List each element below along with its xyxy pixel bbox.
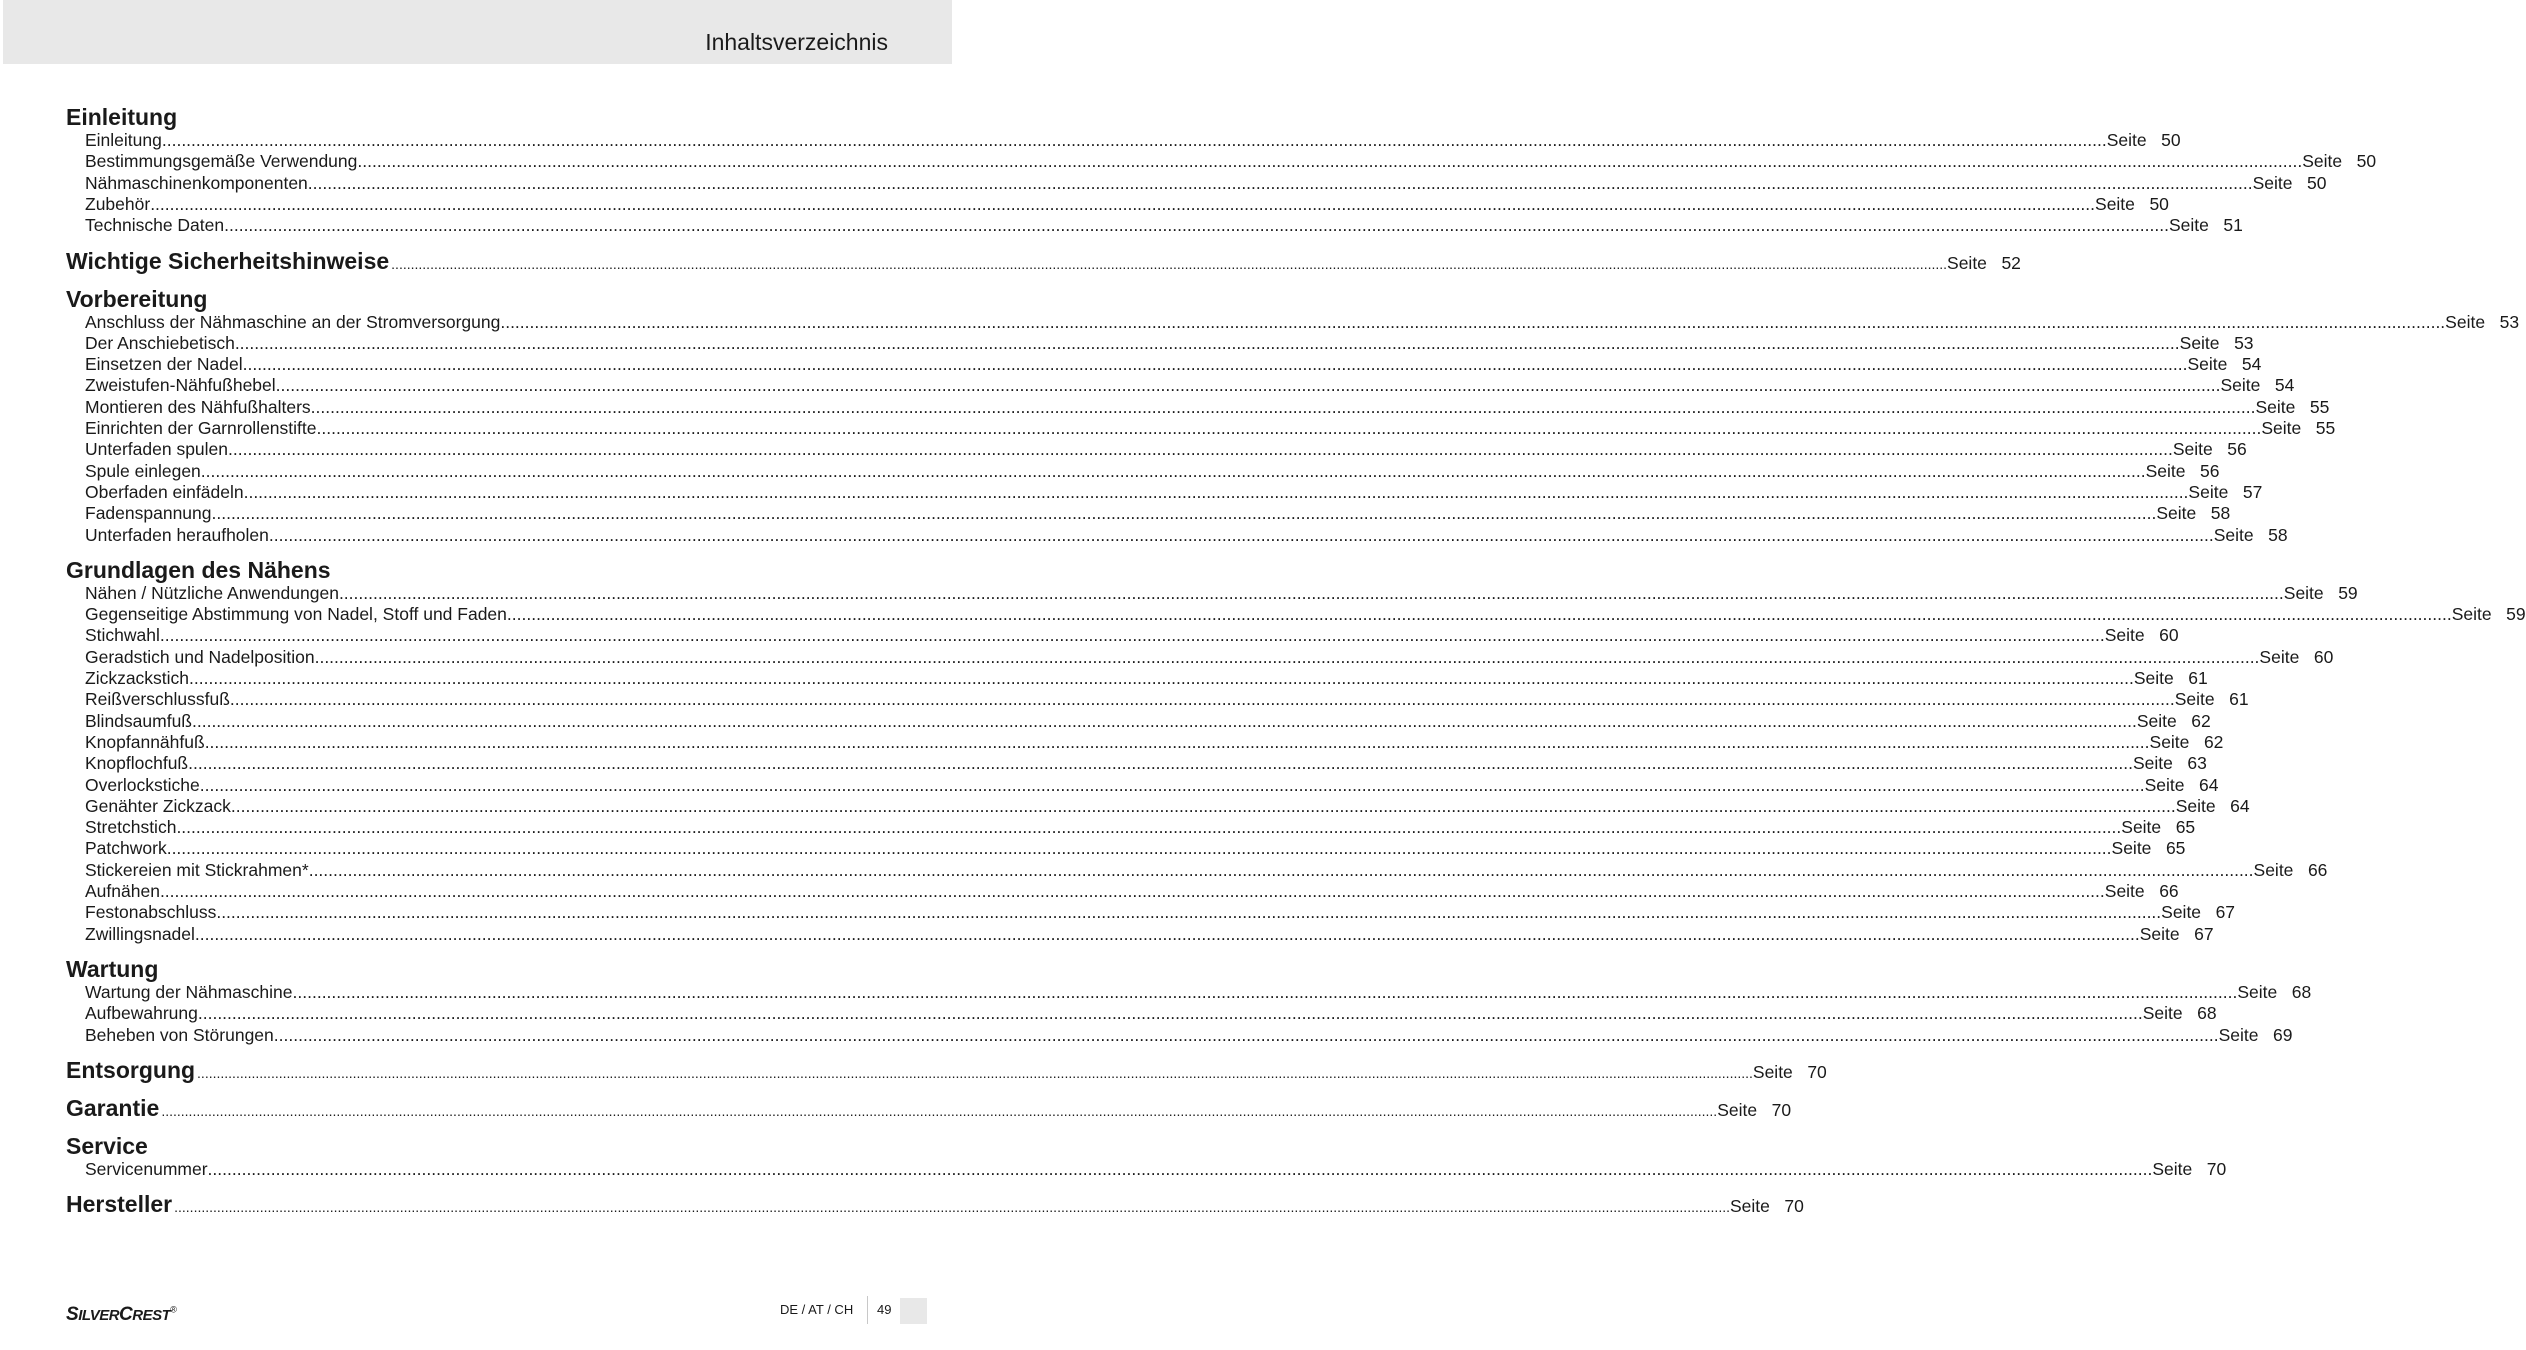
toc-seite-label: Seite: [2220, 375, 2261, 396]
toc-seite-label: Seite: [2168, 215, 2209, 236]
toc-entry[interactable]: [85, 151, 2377, 172]
toc-page-number: 66: [2159, 881, 2179, 901]
toc-seite-label: Seite: [2133, 668, 2174, 688]
toc-seite-label: Seite: [2144, 774, 2185, 795]
toc-entry-label: Aufnähen: [85, 881, 160, 901]
toc-entry-label: Aufbewahrung: [85, 1003, 198, 1024]
toc-entry[interactable]: [85, 439, 2247, 460]
toc-seite-label: Seite: [1729, 1196, 1770, 1217]
toc-entry[interactable]: [85, 753, 2207, 774]
toc-section-title: Hersteller: [66, 1191, 173, 1218]
toc-section-title[interactable]: Grundlagen des Nähens: [66, 556, 331, 583]
toc-entry[interactable]: [85, 881, 2179, 902]
toc-seite-label: Seite: [2213, 524, 2254, 545]
toc-dot-leader: ................................................................................................................................................................................................................................................................................................................................................................................................................: [188, 753, 2133, 774]
toc-entry-label: Einsetzen der Nadel: [85, 354, 243, 375]
toc-page-number: 58: [2268, 524, 2288, 545]
toc-dot-leader: ................................................................................................................................................................................................................................................................................................................................................................................................................: [357, 151, 2303, 172]
toc-entry[interactable]: [85, 582, 2358, 604]
toc-seite-label: Seite: [1947, 252, 1987, 273]
toc-seite-label: Seite: [2175, 795, 2216, 816]
toc-dot-leader: ................................................................................................................................................................................................................................................................................................................................................................................................................: [197, 1003, 2143, 1024]
toc-page-number: 70: [1807, 1061, 1827, 1082]
toc-entry[interactable]: [85, 859, 2328, 881]
toc-entry[interactable]: [85, 689, 2249, 710]
toc-entry[interactable]: [85, 710, 2211, 732]
toc-entry[interactable]: [85, 354, 2262, 375]
toc-dot-leader: ................................................................................................................................................................................................................................................................................................................................................................................................................: [338, 582, 2284, 603]
toc-dot-leader: ................................................................................................................................................................................................................................................................................................................................................................................................................: [166, 838, 2112, 859]
toc-page-number: 50: [2307, 172, 2327, 193]
toc-entry-label: Nähmaschinenkomponenten: [85, 172, 308, 193]
toc-dot-leader: ................................................................................................................................................................................................................................................................................................................................................................................................................: [192, 710, 2137, 731]
toc-seite-label: Seite: [2111, 838, 2152, 859]
toc-dot-leader: ................................................................................................................................................................................................................................................................................................................................................................................................................: [200, 460, 2146, 481]
toc-seite-label: Seite: [2187, 354, 2228, 375]
toc-page-number: 64: [2199, 774, 2219, 795]
page-title: Inhaltsverzeichnis: [705, 29, 888, 55]
toc-page-number: 50: [2161, 130, 2181, 150]
toc-dot-leader: ................................................................................................................................................................................................................................................................................................................................................................................................................: [194, 923, 2140, 944]
toc-entry[interactable]: [85, 460, 2220, 482]
toc-entry-label: Geradstich und Nadelposition: [85, 646, 315, 667]
toc-dot-leader: ................................................................................................................................................................................................................................................................................................................................................................................................................: [161, 1102, 1718, 1119]
toc-heading-row[interactable]: [66, 1094, 1792, 1123]
toc-seite-label: Seite: [2237, 981, 2278, 1002]
toc-dot-leader: ................................................................................................................................................................................................................................................................................................................................................................................................................: [174, 1199, 1730, 1216]
toc-page-number: 60: [2313, 646, 2334, 667]
toc-page-number: 66: [2307, 859, 2328, 880]
toc-page-number: 56: [2227, 439, 2247, 460]
toc-entry-label: Beheben von Störungen: [85, 1024, 274, 1045]
toc-entry-label: Der Anschiebetisch: [85, 332, 235, 353]
toc-page-number: 61: [2229, 689, 2249, 710]
toc-seite-label: Seite: [2283, 582, 2324, 603]
toc-entry[interactable]: [85, 981, 2312, 1003]
toc-page-number: 50: [2149, 193, 2169, 214]
toc-page-number: 53: [2234, 332, 2254, 353]
toc-page-number: 67: [2215, 902, 2236, 923]
toc-page-number: 69: [2273, 1024, 2293, 1045]
toc-dot-leader: ................................................................................................................................................................................................................................................................................................................................................................................................................: [229, 689, 2175, 710]
toc-entry-label: Technische Daten: [85, 215, 225, 236]
toc-seite-label: Seite: [2172, 439, 2213, 460]
toc-page-number: 52: [2001, 252, 2021, 273]
toc-entry-label: Bestimmungsgemäße Verwendung: [85, 151, 358, 172]
toc-entry-label: Blindsaumfuß: [85, 710, 192, 731]
toc-entry-label: Zubehör: [85, 193, 151, 214]
toc-dot-leader: ................................................................................................................................................................................................................................................................................................................................................................................................................: [243, 481, 2189, 502]
brand-logo: SILVERCREST®: [66, 1304, 177, 1325]
toc-seite-label: Seite: [2451, 604, 2492, 625]
toc-seite-label: Seite: [2104, 625, 2145, 646]
toc-entry[interactable]: [85, 1024, 2293, 1046]
toc-page-number: 70: [2206, 1158, 2227, 1179]
toc-dot-leader: ................................................................................................................................................................................................................................................................................................................................................................................................................: [211, 503, 2157, 524]
toc-dot-leader: ................................................................................................................................................................................................................................................................................................................................................................................................................: [150, 193, 2096, 214]
toc-page-number: 63: [2187, 753, 2207, 774]
toc-seite-label: Seite: [2149, 731, 2190, 752]
toc-dot-leader: ................................................................................................................................................................................................................................................................................................................................................................................................................: [159, 625, 2105, 646]
toc-page-number: 55: [2309, 396, 2330, 417]
toc-entry-label: Stretchstich: [85, 817, 177, 838]
toc-seite-label: Seite: [2218, 1024, 2259, 1045]
toc-entry-label: Zweistufen-Nähfußhebel: [85, 375, 276, 396]
toc-entry-label: Zickzackstich: [85, 668, 190, 688]
toc-seite-label: Seite: [2174, 689, 2215, 710]
toc-dot-leader: ................................................................................................................................................................................................................................................................................................................................................................................................................: [242, 354, 2188, 375]
toc-entry[interactable]: [85, 668, 2208, 689]
toc-entry-label: Unterfaden heraufholen: [85, 524, 269, 545]
toc-entry[interactable]: [85, 923, 2214, 945]
toc-page-number: 65: [2175, 817, 2196, 838]
toc-seite-label: Seite: [2136, 710, 2177, 731]
toc-entry[interactable]: [85, 503, 2231, 524]
toc-entry-label: Gegenseitige Abstimmung von Nadel, Stoff und Faden: [85, 604, 507, 625]
toc-entry-label: Unterfaden spulen: [85, 439, 229, 460]
toc-dot-leader: ................................................................................................................................................................................................................................................................................................................................................................................................................: [310, 396, 2256, 417]
toc-seite-label: Seite: [2145, 460, 2186, 481]
footer-page-number: 49: [877, 1302, 892, 1317]
toc-section-title[interactable]: Service: [66, 1132, 148, 1159]
toc-dot-leader: ................................................................................................................................................................................................................................................................................................................................................................................................................: [197, 1064, 1753, 1081]
toc-entry-label: Patchwork: [85, 838, 167, 859]
toc-dot-leader: ................................................................................................................................................................................................................................................................................................................................................................................................................: [273, 1024, 2219, 1045]
toc-entry-label: Zwillingsnadel: [85, 923, 195, 944]
footer-language: DE / AT / CH: [780, 1302, 854, 1317]
toc-heading-row[interactable]: [66, 1056, 1827, 1085]
toc-dot-leader: ................................................................................................................................................................................................................................................................................................................................................................................................................: [228, 439, 2173, 460]
toc-page-number: 55: [2315, 418, 2336, 438]
toc-entry[interactable]: [85, 375, 2295, 396]
toc-entry-label: Knopfannähfuß: [85, 731, 205, 752]
toc-dot-leader: ................................................................................................................................................................................................................................................................................................................................................................................................................: [176, 817, 2122, 838]
toc-dot-leader: ................................................................................................................................................................................................................................................................................................................................................................................................................: [275, 375, 2221, 396]
toc-entry[interactable]: [85, 731, 2224, 753]
toc-entry[interactable]: [85, 604, 2526, 625]
toc-page-number: 58: [2210, 503, 2231, 524]
toc-heading-row[interactable]: [66, 1191, 1804, 1219]
toc-dot-leader: ................................................................................................................................................................................................................................................................................................................................................................................................................: [307, 172, 2253, 193]
toc-section-title[interactable]: Wartung: [66, 955, 159, 982]
toc-dot-leader: ................................................................................................................................................................................................................................................................................................................................................................................................................: [391, 255, 1948, 272]
toc-seite-label: Seite: [2252, 172, 2293, 193]
toc-entry-label: Oberfaden einfädeln: [85, 481, 244, 502]
toc-dot-leader: ................................................................................................................................................................................................................................................................................................................................................................................................................: [216, 902, 2162, 923]
toc-seite-label: Seite: [2179, 332, 2220, 353]
toc-entry-label: Anschluss der Nähmaschine an der Stromversorgung: [85, 311, 501, 332]
toc-seite-label: Seite: [2255, 396, 2296, 417]
toc-seite-label: Seite: [2104, 881, 2145, 901]
toc-dot-leader: ................................................................................................................................................................................................................................................................................................................................................................................................................: [234, 332, 2180, 353]
toc-seite-label: Seite: [1717, 1099, 1758, 1120]
toc-seite-label: Seite: [2261, 418, 2302, 438]
toc-entry-label: Spule einlegen: [85, 460, 201, 481]
toc-entry[interactable]: [85, 646, 2334, 668]
toc-page-number: 54: [2274, 375, 2295, 396]
toc-page-number: 70: [1784, 1196, 1804, 1217]
toc-entry[interactable]: [85, 1158, 2227, 1180]
toc-entry[interactable]: [85, 524, 2288, 546]
toc-page-number: 60: [2159, 625, 2179, 646]
toc-entry[interactable]: [85, 130, 2181, 151]
toc-entry-label: Einleitung: [85, 130, 162, 150]
toc-entry[interactable]: [85, 311, 2520, 333]
toc-entry-label: Genähter Zickzack: [85, 795, 231, 816]
toc-entry[interactable]: [85, 902, 2236, 923]
toc-entry[interactable]: [85, 795, 2250, 817]
toc-entry-label: Stickereien mit Stickrahmen*: [85, 859, 309, 880]
toc-seite-label: Seite: [2156, 503, 2197, 524]
toc-entry[interactable]: [85, 172, 2327, 194]
toc-page-number: 65: [2165, 838, 2186, 859]
toc-entry[interactable]: [85, 193, 2169, 215]
toc-page-number: 53: [2499, 311, 2520, 332]
toc-dot-leader: ................................................................................................................................................................................................................................................................................................................................................................................................................: [308, 859, 2254, 880]
toc-section-title[interactable]: Vorbereitung: [66, 285, 208, 312]
toc-dot-leader: ................................................................................................................................................................................................................................................................................................................................................................................................................: [500, 311, 2446, 332]
toc-dot-leader: ................................................................................................................................................................................................................................................................................................................................................................................................................: [314, 646, 2260, 667]
toc-entry[interactable]: [85, 1003, 2217, 1024]
toc-seite-label: Seite: [2152, 1158, 2193, 1179]
toc-page-number: 62: [2191, 710, 2211, 731]
toc-entry-label: Knopflochfuß: [85, 753, 189, 774]
toc-dot-leader: ................................................................................................................................................................................................................................................................................................................................................................................................................: [161, 130, 2107, 150]
toc-entry-label: Montieren des Nähfußhalters: [85, 396, 311, 417]
toc-page-number: 70: [1771, 1099, 1792, 1120]
toc-seite-label: Seite: [2259, 646, 2300, 667]
toc-dot-leader: ................................................................................................................................................................................................................................................................................................................................................................................................................: [230, 795, 2176, 816]
toc-entry[interactable]: [85, 838, 2186, 859]
toc-entry[interactable]: [85, 817, 2196, 838]
toc-entry-label: Servicenummer: [85, 1158, 208, 1179]
toc-section-title[interactable]: Einleitung: [66, 104, 178, 130]
toc-page-number: 54: [2241, 354, 2262, 375]
toc-entry[interactable]: [85, 396, 2330, 418]
toc-entry-label: Stichwahl: [85, 625, 160, 646]
toc-entry-label: Fadenspannung: [85, 503, 212, 524]
toc-page-number: 68: [2291, 981, 2312, 1002]
toc-page-number: 61: [2188, 668, 2208, 688]
toc-seite-label: Seite: [2253, 859, 2294, 880]
toc-dot-leader: ................................................................................................................................................................................................................................................................................................................................................................................................................: [189, 668, 2134, 688]
toc-page-number: 67: [2194, 923, 2214, 944]
toc-entry-label: Nähen / Nützliche Anwendungen: [85, 582, 339, 603]
toc-page-number: 57: [2242, 481, 2263, 502]
toc-seite-label: Seite: [2188, 481, 2229, 502]
toc-page-number: 51: [2223, 215, 2243, 236]
toc-seite-label: Seite: [2142, 1003, 2183, 1024]
toc-entry[interactable]: [85, 774, 2219, 796]
toc-entry-label: Wartung der Nähmaschine: [85, 981, 293, 1002]
toc-section-title: Garantie: [66, 1094, 160, 1121]
toc-entry-label: Reißverschlussfuß: [85, 689, 230, 710]
toc-entry[interactable]: [85, 332, 2254, 354]
footer-divider: [867, 1296, 868, 1324]
toc-entry[interactable]: [85, 418, 2336, 439]
toc-dot-leader: ................................................................................................................................................................................................................................................................................................................................................................................................................: [292, 981, 2238, 1002]
toc-dot-leader: ................................................................................................................................................................................................................................................................................................................................................................................................................: [204, 731, 2150, 752]
toc-section-title: Wichtige Sicherheitshinweise: [66, 247, 390, 274]
toc-seite-label: Seite: [2302, 151, 2343, 172]
toc-dot-leader: ................................................................................................................................................................................................................................................................................................................................................................................................................: [506, 604, 2452, 625]
toc-dot-leader: ................................................................................................................................................................................................................................................................................................................................................................................................................: [268, 524, 2214, 545]
toc-page-number: 59: [2506, 604, 2526, 625]
toc-dot-leader: ................................................................................................................................................................................................................................................................................................................................................................................................................: [199, 774, 2145, 795]
toc-page-number: 50: [2356, 151, 2377, 172]
toc-seite-label: Seite: [2445, 311, 2486, 332]
footer-tab-marker: [900, 1298, 927, 1324]
toc-entry-label: Festonabschluss: [85, 902, 217, 923]
toc-page-number: 68: [2197, 1003, 2217, 1024]
toc-seite-label: Seite: [2132, 753, 2173, 774]
toc-seite-label: Seite: [2139, 923, 2180, 944]
toc-entry[interactable]: [85, 481, 2263, 503]
toc-page-number: 56: [2200, 460, 2220, 481]
toc-entry-label: Overlockstiche: [85, 774, 200, 795]
toc-dot-leader: ................................................................................................................................................................................................................................................................................................................................................................................................................: [207, 1158, 2153, 1179]
toc-dot-leader: ................................................................................................................................................................................................................................................................................................................................................................................................................: [224, 215, 2169, 236]
toc-page-number: 62: [2203, 731, 2224, 752]
toc-seite-label: Seite: [2121, 817, 2162, 838]
toc-seite-label: Seite: [2106, 130, 2147, 150]
toc-page-number: 59: [2338, 582, 2358, 603]
toc-section-title: Entsorgung: [66, 1056, 196, 1083]
toc-seite-label: Seite: [2095, 193, 2135, 214]
toc-dot-leader: ................................................................................................................................................................................................................................................................................................................................................................................................................: [316, 418, 2262, 438]
toc-seite-label: Seite: [2161, 902, 2202, 923]
toc-entry-label: Einrichten der Garnrollenstifte: [85, 418, 317, 438]
toc-entry[interactable]: [85, 215, 2243, 236]
toc-heading-row[interactable]: [66, 247, 2021, 276]
toc-page-number: 64: [2230, 795, 2250, 816]
toc-dot-leader: ................................................................................................................................................................................................................................................................................................................................................................................................................: [159, 881, 2105, 901]
toc-entry[interactable]: [85, 625, 2179, 646]
toc-seite-label: Seite: [1752, 1061, 1793, 1082]
